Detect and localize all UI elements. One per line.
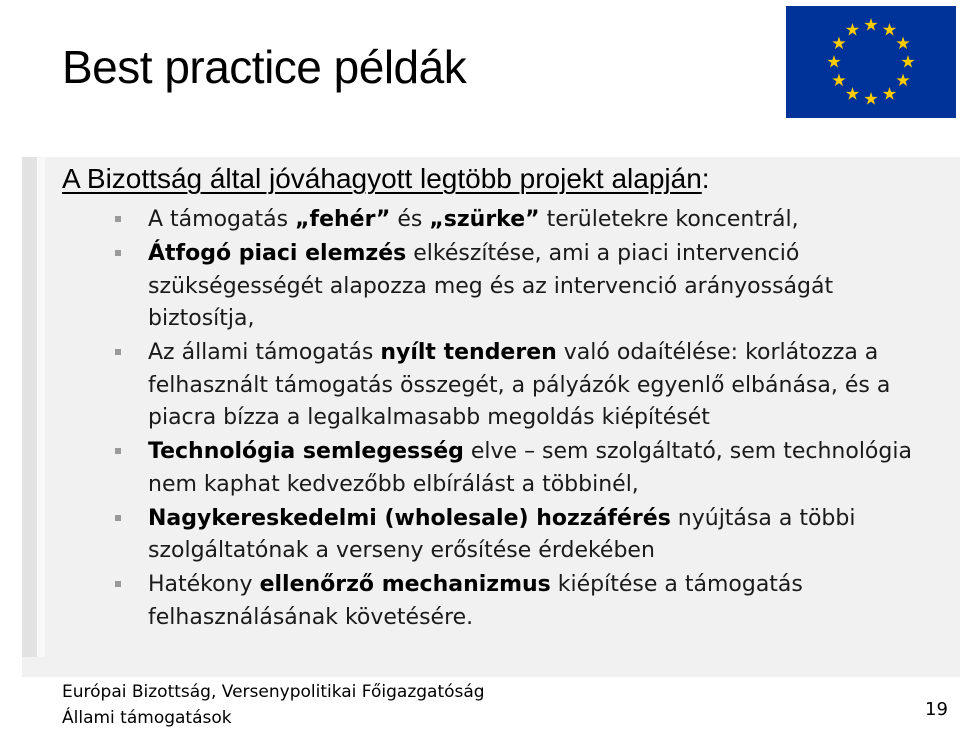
square-bullet-icon (115, 250, 121, 256)
bullet-emphasis: nyílt tenderen (380, 340, 557, 365)
bullet-text: elkészítése, ami a piaci intervenció szükségességét alapozza meg és az intervenció arányosságát biztosítja, (148, 241, 834, 331)
bullet-text: való odaítélése: korlátozza a felhasznált támogatás összegét, a pályázók egyenlő elbánása, és a piacra bízza a legalkalmasabb megoldás kiépítését (148, 340, 891, 430)
bullet-item (62, 503, 942, 568)
content-heading (62, 160, 942, 198)
panel-edge-decoration (22, 157, 37, 657)
bullet-emphasis: „fehér” (295, 207, 391, 232)
bullet-emphasis: Nagykereskedelmi (wholesale) hozzáférés (148, 505, 671, 531)
bullet-text: területekre koncentrál, (539, 207, 799, 232)
bullet-item (62, 436, 942, 501)
square-bullet-icon (115, 581, 121, 587)
content-heading-text: A Bizottság által jóváhagyott legtöbb projekt alapján (62, 163, 702, 194)
bullet-item (62, 238, 942, 336)
bullet-text: és (390, 207, 430, 232)
bullet-text: elve – sem szolgáltató, sem technológia nem kaphat kedvezőbb elbírálást a többinél, (148, 439, 912, 497)
bullet-item (62, 204, 942, 237)
bullet-emphasis: Átfogó piaci elemzés (148, 241, 407, 266)
slide-content (62, 160, 942, 636)
bullet-text: Hatékony (148, 572, 260, 597)
bullet-item (62, 569, 942, 634)
footer-topic: Állami támogatások (62, 708, 232, 728)
bullet-text: A támogatás (148, 207, 296, 232)
bullet-text: nyújtása a többi szolgáltatónak a verseny erősítése érdekében (148, 505, 856, 563)
square-bullet-icon (115, 448, 121, 454)
bullet-list (62, 204, 942, 634)
square-bullet-icon (115, 349, 121, 355)
bullet-emphasis: Technológia semlegesség (148, 439, 464, 464)
bullet-item (62, 337, 942, 435)
slide-title: Best practice példák (62, 41, 467, 93)
bullet-emphasis: „szürke” (429, 207, 540, 232)
bullet-text: Az állami támogatás (148, 340, 381, 365)
footer-organization: Európai Bizottság, Versenypolitikai Főigazgatóság (62, 682, 485, 702)
eu-flag-icon (786, 6, 956, 118)
square-bullet-icon (115, 216, 121, 222)
content-heading-suffix: : (701, 163, 710, 194)
bullet-text: kiépítése a támogatás felhasználásának követésére. (148, 572, 803, 630)
page-number: 19 (925, 699, 948, 720)
panel-strip-decoration (37, 157, 45, 657)
square-bullet-icon (115, 515, 121, 521)
bullet-emphasis: ellenőrző mechanizmus (259, 572, 551, 597)
